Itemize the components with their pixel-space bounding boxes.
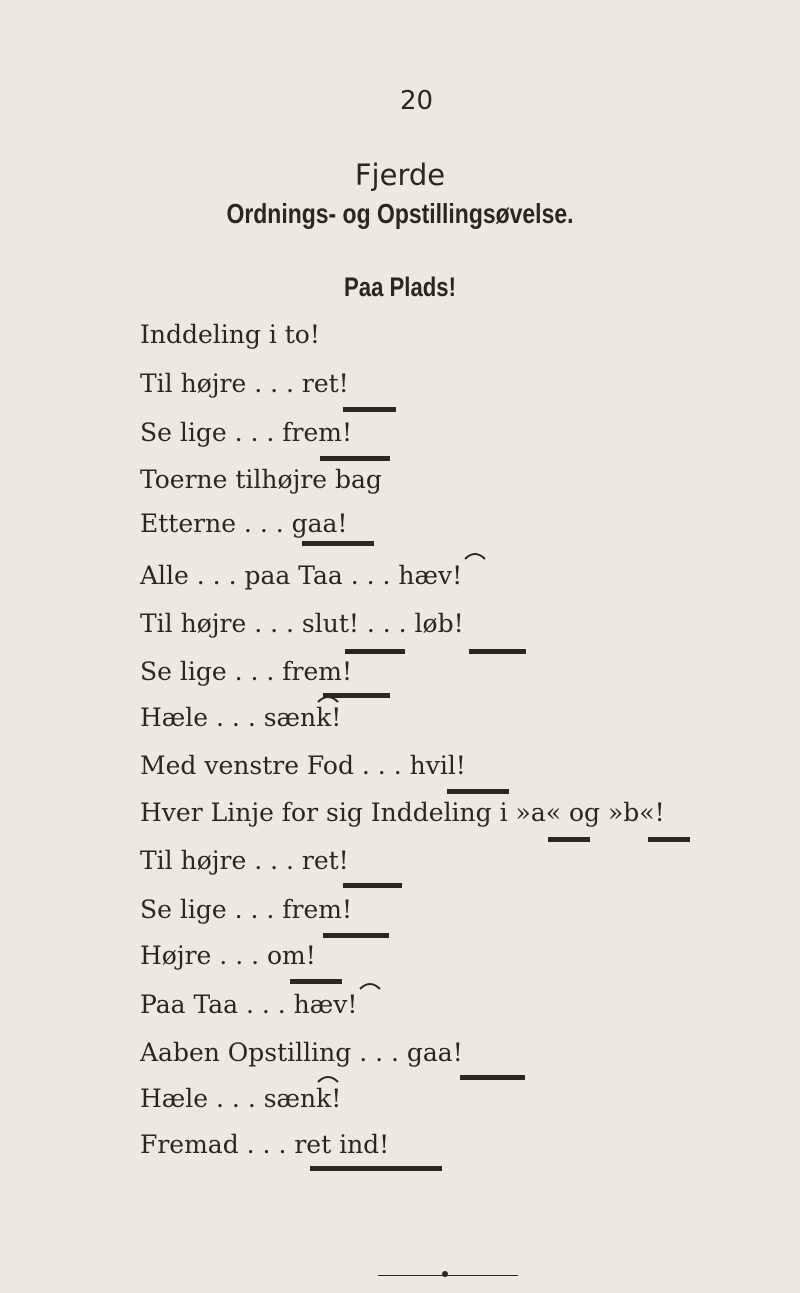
command-line: Toerne tilhøjre bag [140, 465, 382, 494]
execution-mark [548, 837, 590, 842]
execution-mark [310, 1166, 442, 1171]
command-line: Se lige . . . frem! [140, 895, 353, 924]
command-line: Med venstre Fod . . . hvil! [140, 751, 466, 780]
command-line: Se lige . . . frem! [140, 657, 353, 686]
command-line: Højre . . . om! [140, 941, 316, 970]
command-line: Til højre . . . ret! [140, 846, 349, 875]
section-title: Paa Plads! [343, 272, 456, 302]
execution-mark [323, 933, 389, 938]
execution-mark [447, 789, 509, 794]
command-line: Aaben Opstilling . . . gaa! [140, 1038, 463, 1067]
execution-mark [343, 407, 396, 412]
command-line: Til højre . . . ret! [140, 369, 349, 398]
arc-mark [316, 692, 340, 704]
command-line: Etterne . . . gaa! [140, 509, 348, 538]
execution-mark [320, 456, 390, 461]
arc-mark [316, 1072, 340, 1084]
end-divider [378, 1275, 518, 1276]
execution-mark [648, 837, 690, 842]
execution-mark [343, 883, 402, 888]
command-line: Hver Linje for sig Inddeling i »a« og »b«! [140, 798, 665, 827]
page-subtitle: Ordnings- og Opstillingsøvelse. [226, 198, 574, 229]
execution-mark [290, 979, 342, 984]
execution-mark [302, 541, 374, 546]
command-line: Til højre . . . slut! . . . løb! [140, 609, 464, 638]
page-title: Fjerde [354, 158, 446, 192]
command-line: Hæle . . . sænk! [140, 1084, 342, 1113]
arc-mark [358, 979, 382, 991]
command-line: Hæle . . . sænk! [140, 703, 342, 732]
command-line: Alle . . . paa Taa . . . hæv! [140, 561, 463, 590]
execution-mark [469, 649, 526, 654]
end-divider-ornament [442, 1271, 448, 1277]
command-line: Paa Taa . . . hæv! [140, 990, 358, 1019]
page-number: 20 [400, 86, 434, 116]
execution-mark [345, 649, 405, 654]
command-line: Inddeling i to! [140, 320, 320, 349]
execution-mark [460, 1075, 525, 1080]
command-line: Fremad . . . ret ind! [140, 1130, 390, 1159]
command-line: Se lige . . . frem! [140, 418, 353, 447]
arc-mark [463, 549, 487, 561]
